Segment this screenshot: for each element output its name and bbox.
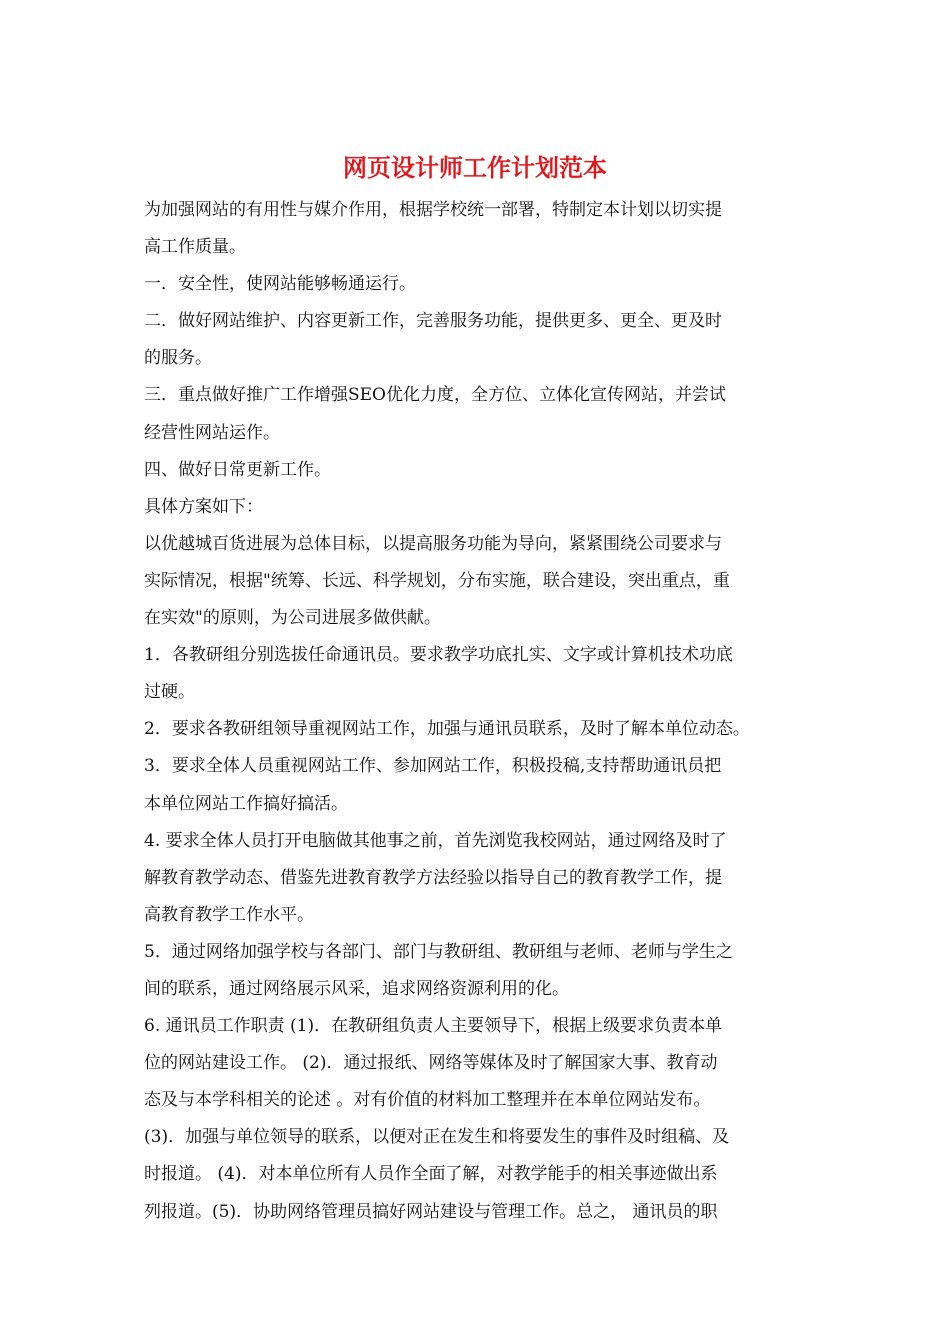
body-line: 高工作质量。 xyxy=(144,237,246,258)
body-line: 的服务。 xyxy=(144,348,212,369)
body-line: 以优越城百货进展为总体目标，以提高服务功能为导向，紧紧围绕公司要求与 xyxy=(144,533,722,554)
body-line: 位的网站建设工作。 (2)．通过报纸、网络等媒体及时了解国家大事、教育动 xyxy=(144,1053,718,1074)
body-line: 态及与本学科相关的论述 。对有价值的材料加工整理并在本单位网站发布。 xyxy=(144,1090,711,1111)
body-line: 二．做好网站维护、内容更新工作，完善服务功能，提供更多、更全、更及时 xyxy=(144,311,722,332)
body-line: 具体方案如下： xyxy=(144,496,263,517)
body-line: 实际情况，根据"统筹、长远、科学规划，分布实施，联合建设，突出重点，重 xyxy=(144,570,730,591)
body-line: 过硬。 xyxy=(144,682,195,703)
body-line: 三．重点做好推广工作增强SEO优化力度，全方位、立体化宣传网站，并尝试 xyxy=(144,385,726,406)
body-line: 5．通过网络加强学校与各部门、部门与教研组、教研组与老师、老师与学生之 xyxy=(144,941,733,962)
body-line: 时报道。 (4)．对本单位所有人员作全面了解，对教学能手的相关事迹做出系 xyxy=(144,1164,718,1185)
body-line: 4. 要求全体人员打开电脑做其他事之前，首先浏览我校网站，通过网络及时了 xyxy=(144,830,727,851)
body-line: (3)．加强与单位领导的联系，以便对正在发生和将要发生的事件及时组稿、及 xyxy=(144,1127,730,1148)
body-line: 四、做好日常更新工作。 xyxy=(144,459,331,480)
body-line: 经营性网站运作。 xyxy=(144,422,280,443)
body-line: 6. 通讯员工作职责 (1)．在教研组负责人主要领导下，根据上级要求负责本单 xyxy=(144,1016,723,1037)
body-line: 解教育教学动态、借鉴先进教育教学方法经验以指导自己的教育教学工作，提 xyxy=(144,867,722,888)
body-line: 本单位网站工作搞好搞活。 xyxy=(144,793,348,814)
body-line: 一．安全性，使网站能够畅通运行。 xyxy=(144,274,416,295)
body-line: 间的联系，通过网络展示风采，追求网络资源利用的化。 xyxy=(144,978,569,999)
body-line: 列报道。(5)．协助网络管理员搞好网站建设与管理工作。总之， 通讯员的职 xyxy=(144,1201,718,1222)
body-line: 为加强网站的有用性与媒介作用，根据学校统一部署，特制定本计划以切实提 xyxy=(144,200,722,220)
body-line: 1．各教研组分别选拔任命通讯员。要求教学功底扎实、文字或计算机技术功底 xyxy=(144,645,733,666)
document-title: 网页设计师工作计划范本 xyxy=(343,153,607,182)
body-line: 2．要求各教研组领导重视网站工作，加强与通讯员联系，及时了解本单位动态。 xyxy=(144,719,750,740)
body-line: 3．要求全体人员重视网站工作、参加网站工作，积极投稿,支持帮助通讯员把 xyxy=(144,756,722,777)
body-line: 高教育教学工作水平。 xyxy=(144,904,314,925)
document-body xyxy=(144,192,864,1231)
body-line: 在实效"的原则，为公司进展多做供献。 xyxy=(144,608,441,629)
